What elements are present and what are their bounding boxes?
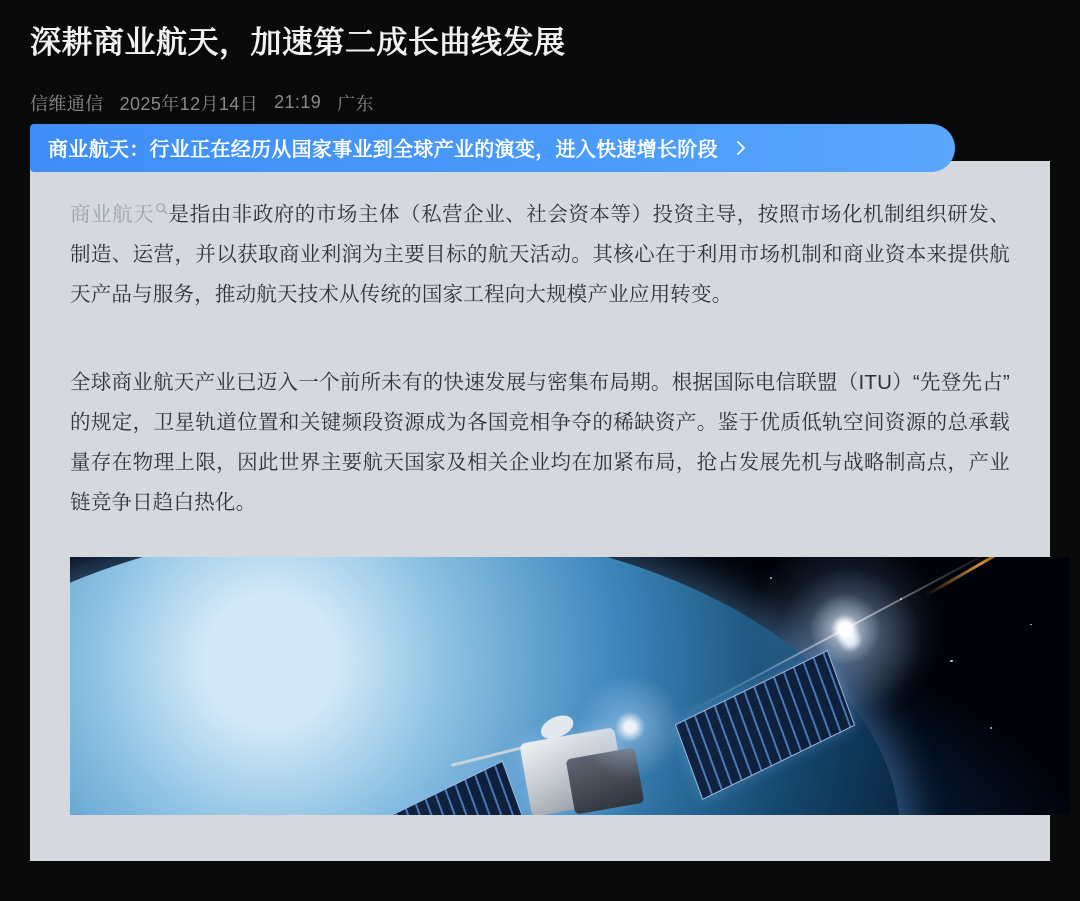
paragraph-1 [70,195,1010,315]
article-content-card [30,139,1050,861]
article-date: 2025年12月14日 [119,93,259,114]
article-time: 21:19 [274,92,322,113]
chevron-right-icon [732,139,750,157]
satellite-glow [570,667,690,787]
keyword-link-commercial-space[interactable]: 商业航天 [70,202,155,226]
article-source[interactable]: 信维通信 [30,93,104,114]
article-header [0,0,1080,116]
article-region: 广东 [337,93,374,114]
paragraph-1-text: 是指由非政府的市场主体（私营企业、社会资本等）投资主导，按照市场化机制组织研发、制造、运营，并以获取商业利润为主要目标的航天活动。其核心在于利用市场机制和商业资本来提供航天产品与服务，推动航天技术从传统的国家工程向大规模产业应用转变。 [70,202,1010,306]
search-icon[interactable] [155,198,168,223]
article-body [30,161,1050,815]
page-title: 深耕商业航天，加速第二成长曲线发展 [30,25,566,60]
topic-banner-description: 行业正在经历从国家事业到全球产业的演变，进入快速增长阶段 [149,139,718,162]
topic-banner-label: 商业航天： [48,139,150,162]
satellite-figure [70,557,1070,815]
paragraph-2: 全球商业航天产业已迈入一个前所未有的快速发展与密集布局期。根据国际电信联盟（ITU）“先登先占”的规定，卫星轨道位置和关键频段资源成为各国竞相争夺的稀缺资产。鉴于优质低轨空间资源的总承载量存在物理上限，因此世界主要航天国家及相关企业均在加紧布局，抢占发展先机与战略制高点，产业链竞争日趋白热化。 [70,370,1010,514]
topic-banner-link[interactable] [30,124,955,172]
article-meta [30,90,1050,116]
